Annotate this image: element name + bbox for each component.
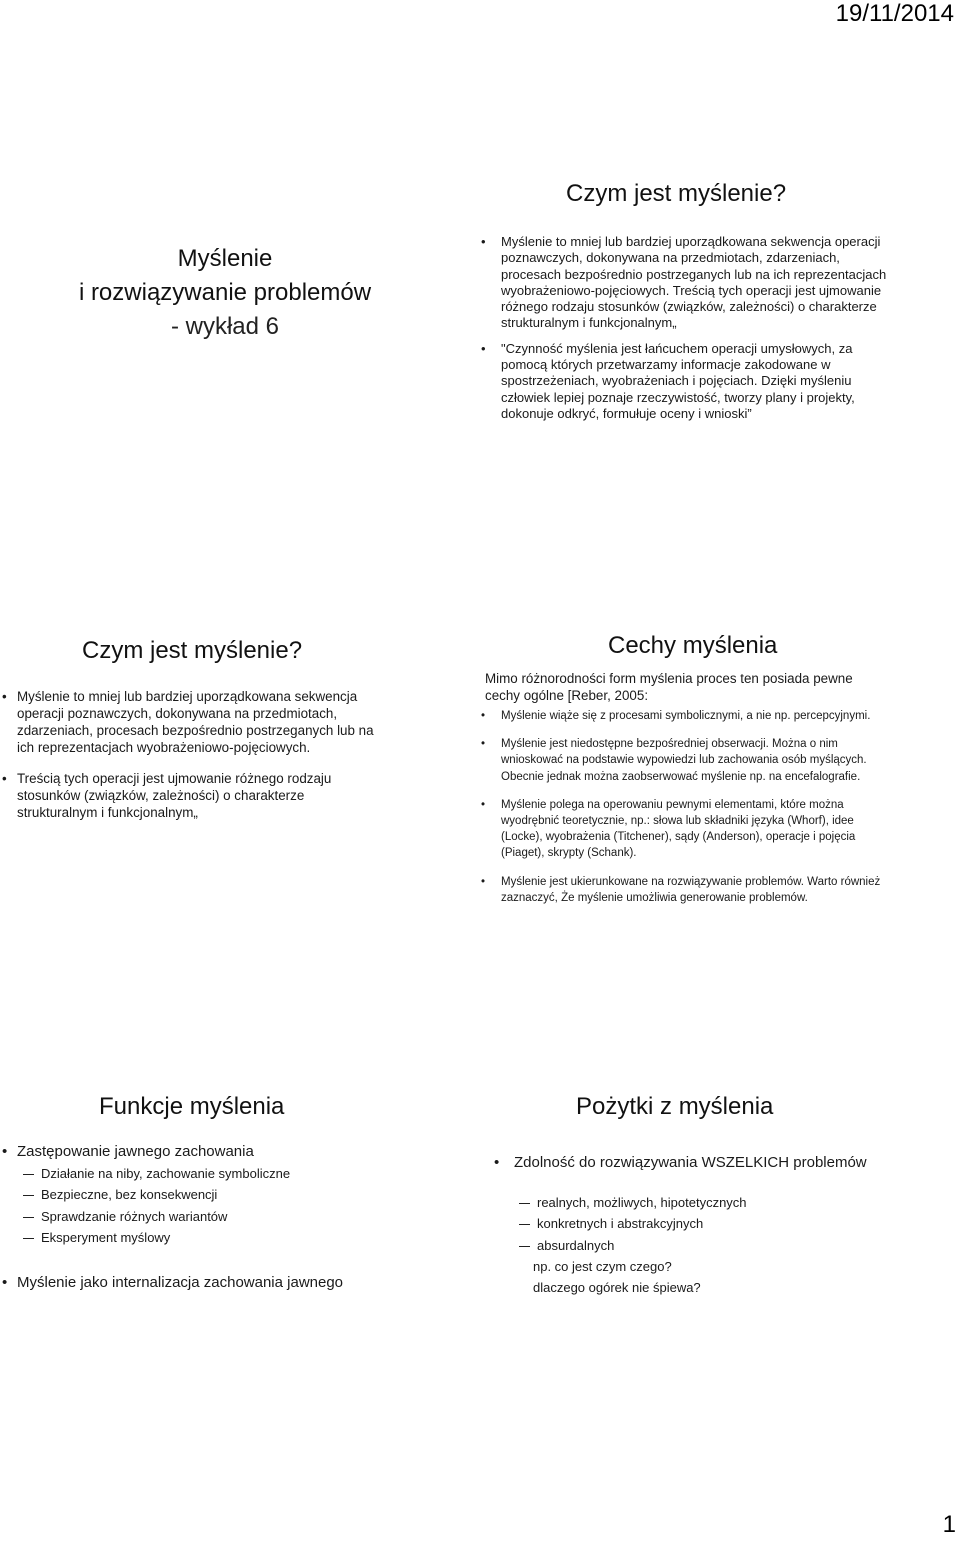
lecture-title-line2: i rozwiązywanie problemów bbox=[78, 279, 372, 306]
lecture-title-line1: Myślenie bbox=[177, 245, 273, 272]
slide2-heading: Czym jest myślenie? bbox=[566, 180, 787, 207]
slide6-sub-item: konkretnych i abstrakcyjnych bbox=[519, 1216, 932, 1232]
title-slide bbox=[60, 242, 390, 344]
slide4-bullet: • Myślenie wiąże się z procesami symbolicznymi, a nie np. percepcyjnymi. bbox=[479, 708, 884, 724]
slide5-sub-item: Sprawdzanie różnych wariantów bbox=[23, 1209, 440, 1225]
slide6-bullet: • Zdolność do rozwiązywania WSZELKICH problemów bbox=[492, 1153, 932, 1173]
slide4-bullet: • Myślenie jest niedostępne bezpośredniej obserwacji. Można o nim wnioskować na podstawie wypowiedzi lub zachowania osób myślących. Obecnie jednak można zaobserwować myślenie np. na encefalografie. bbox=[479, 736, 884, 785]
slide6-heading: Pożytki z myślenia bbox=[576, 1093, 774, 1120]
slide2-bullet: • "Czynność myślenia jest łańcuchem operacji umysłowych, za pomocą których przetwarzamy informacje zakodowane w spostrzeżeniach, wyobrażeniach i pojęciach. Dzięki myśleniu człowiek lepiej poznaje rzeczywistość, tworzy plany i projekty, dokonuje odkryć, formułuje oceny i wnioski” bbox=[479, 341, 899, 422]
slide3-body bbox=[0, 688, 388, 821]
slide5-heading: Funkcje myślenia bbox=[99, 1093, 285, 1120]
slide5-bullet: • Myślenie jako internalizacja zachowania jawnego bbox=[0, 1273, 440, 1293]
slide4-body bbox=[479, 708, 884, 906]
lecture-subtitle: - wykład 6 bbox=[170, 313, 280, 340]
slide5-body bbox=[0, 1142, 440, 1293]
slide2-body bbox=[479, 234, 899, 422]
slide3-bullet: • Treścią tych operacji jest ujmowanie różnego rodzaju stosunków (związków, zależności) o charakterze strukturalnym i funkcjonalnym„ bbox=[0, 770, 388, 821]
slide4-bullet: • Myślenie polega na operowaniu pewnymi elementami, które można wyodrębnić teoretycznie, np.: słowa lub składniki języka (Whorf), idee (Locke), wyobrażenia (Titchener), sądy (Anderson), operacje i pojęcia (Piaget), skrypty (Schank). bbox=[479, 797, 884, 862]
page-number: 1 bbox=[942, 1511, 956, 1538]
slide5-sub-item: Działanie na niby, zachowanie symboliczne bbox=[23, 1166, 440, 1182]
slide4-intro: Mimo różnorodności form myślenia proces ten posiada pewne cechy ogólne [Reber, 2005: bbox=[485, 671, 853, 703]
slide5-bullet bbox=[0, 1142, 440, 1246]
slide6-sub-item: absurdalnych bbox=[519, 1238, 932, 1254]
slide3-heading: Czym jest myślenie? bbox=[82, 637, 303, 664]
slide5-sublist bbox=[23, 1166, 440, 1246]
slide6-example-line: dlaczego ogórek nie śpiewa? bbox=[533, 1280, 701, 1296]
slide5-sub-item: Bezpieczne, bez konsekwencji bbox=[23, 1187, 440, 1203]
slide6-body bbox=[492, 1153, 932, 1301]
slide5-bullet-text: Zastępowanie jawnego zachowania bbox=[17, 1143, 254, 1160]
slide4-bullet: • Myślenie jest ukierunkowane na rozwiązywanie problemów. Warto również zaznaczyć, Że myślenie umożliwia generowanie problemów. bbox=[479, 874, 884, 906]
print-date: 19/11/2014 bbox=[835, 0, 954, 27]
slide5-sub-item: Eksperyment myślowy bbox=[23, 1230, 440, 1246]
slide6-examples bbox=[515, 1259, 932, 1296]
slide3-bullet: • Myślenie to mniej lub bardziej uporządkowana sekwencja operacji poznawczych, dokonywana na przedmiotach, zdarzeniach, procesach bezpośrednio postrzeganych lub na ich reprezentacjach wyobrażeniowo-pojęciowych. bbox=[0, 688, 388, 756]
slide6-example-line: np. co jest czym czego? bbox=[533, 1258, 672, 1274]
slide2-bullet: • Myślenie to mniej lub bardziej uporządkowana sekwencja operacji poznawczych, dokonywana na przedmiotach, zdarzeniach, procesach bezpośrednio postrzeganych lub na ich reprezentacjach wyobrażeniowo-pojęciowych. Treścią tych operacji jest ujmowanie różnego rodzaju stosunków (związków, zależności) o charakterze strukturalnym i funkcjonalnym„ bbox=[479, 234, 899, 332]
slide6-sublist bbox=[519, 1195, 932, 1254]
slide4-heading: Cechy myślenia bbox=[608, 632, 778, 659]
slide6-sub-item: realnych, możliwych, hipotetycznych bbox=[519, 1195, 932, 1211]
